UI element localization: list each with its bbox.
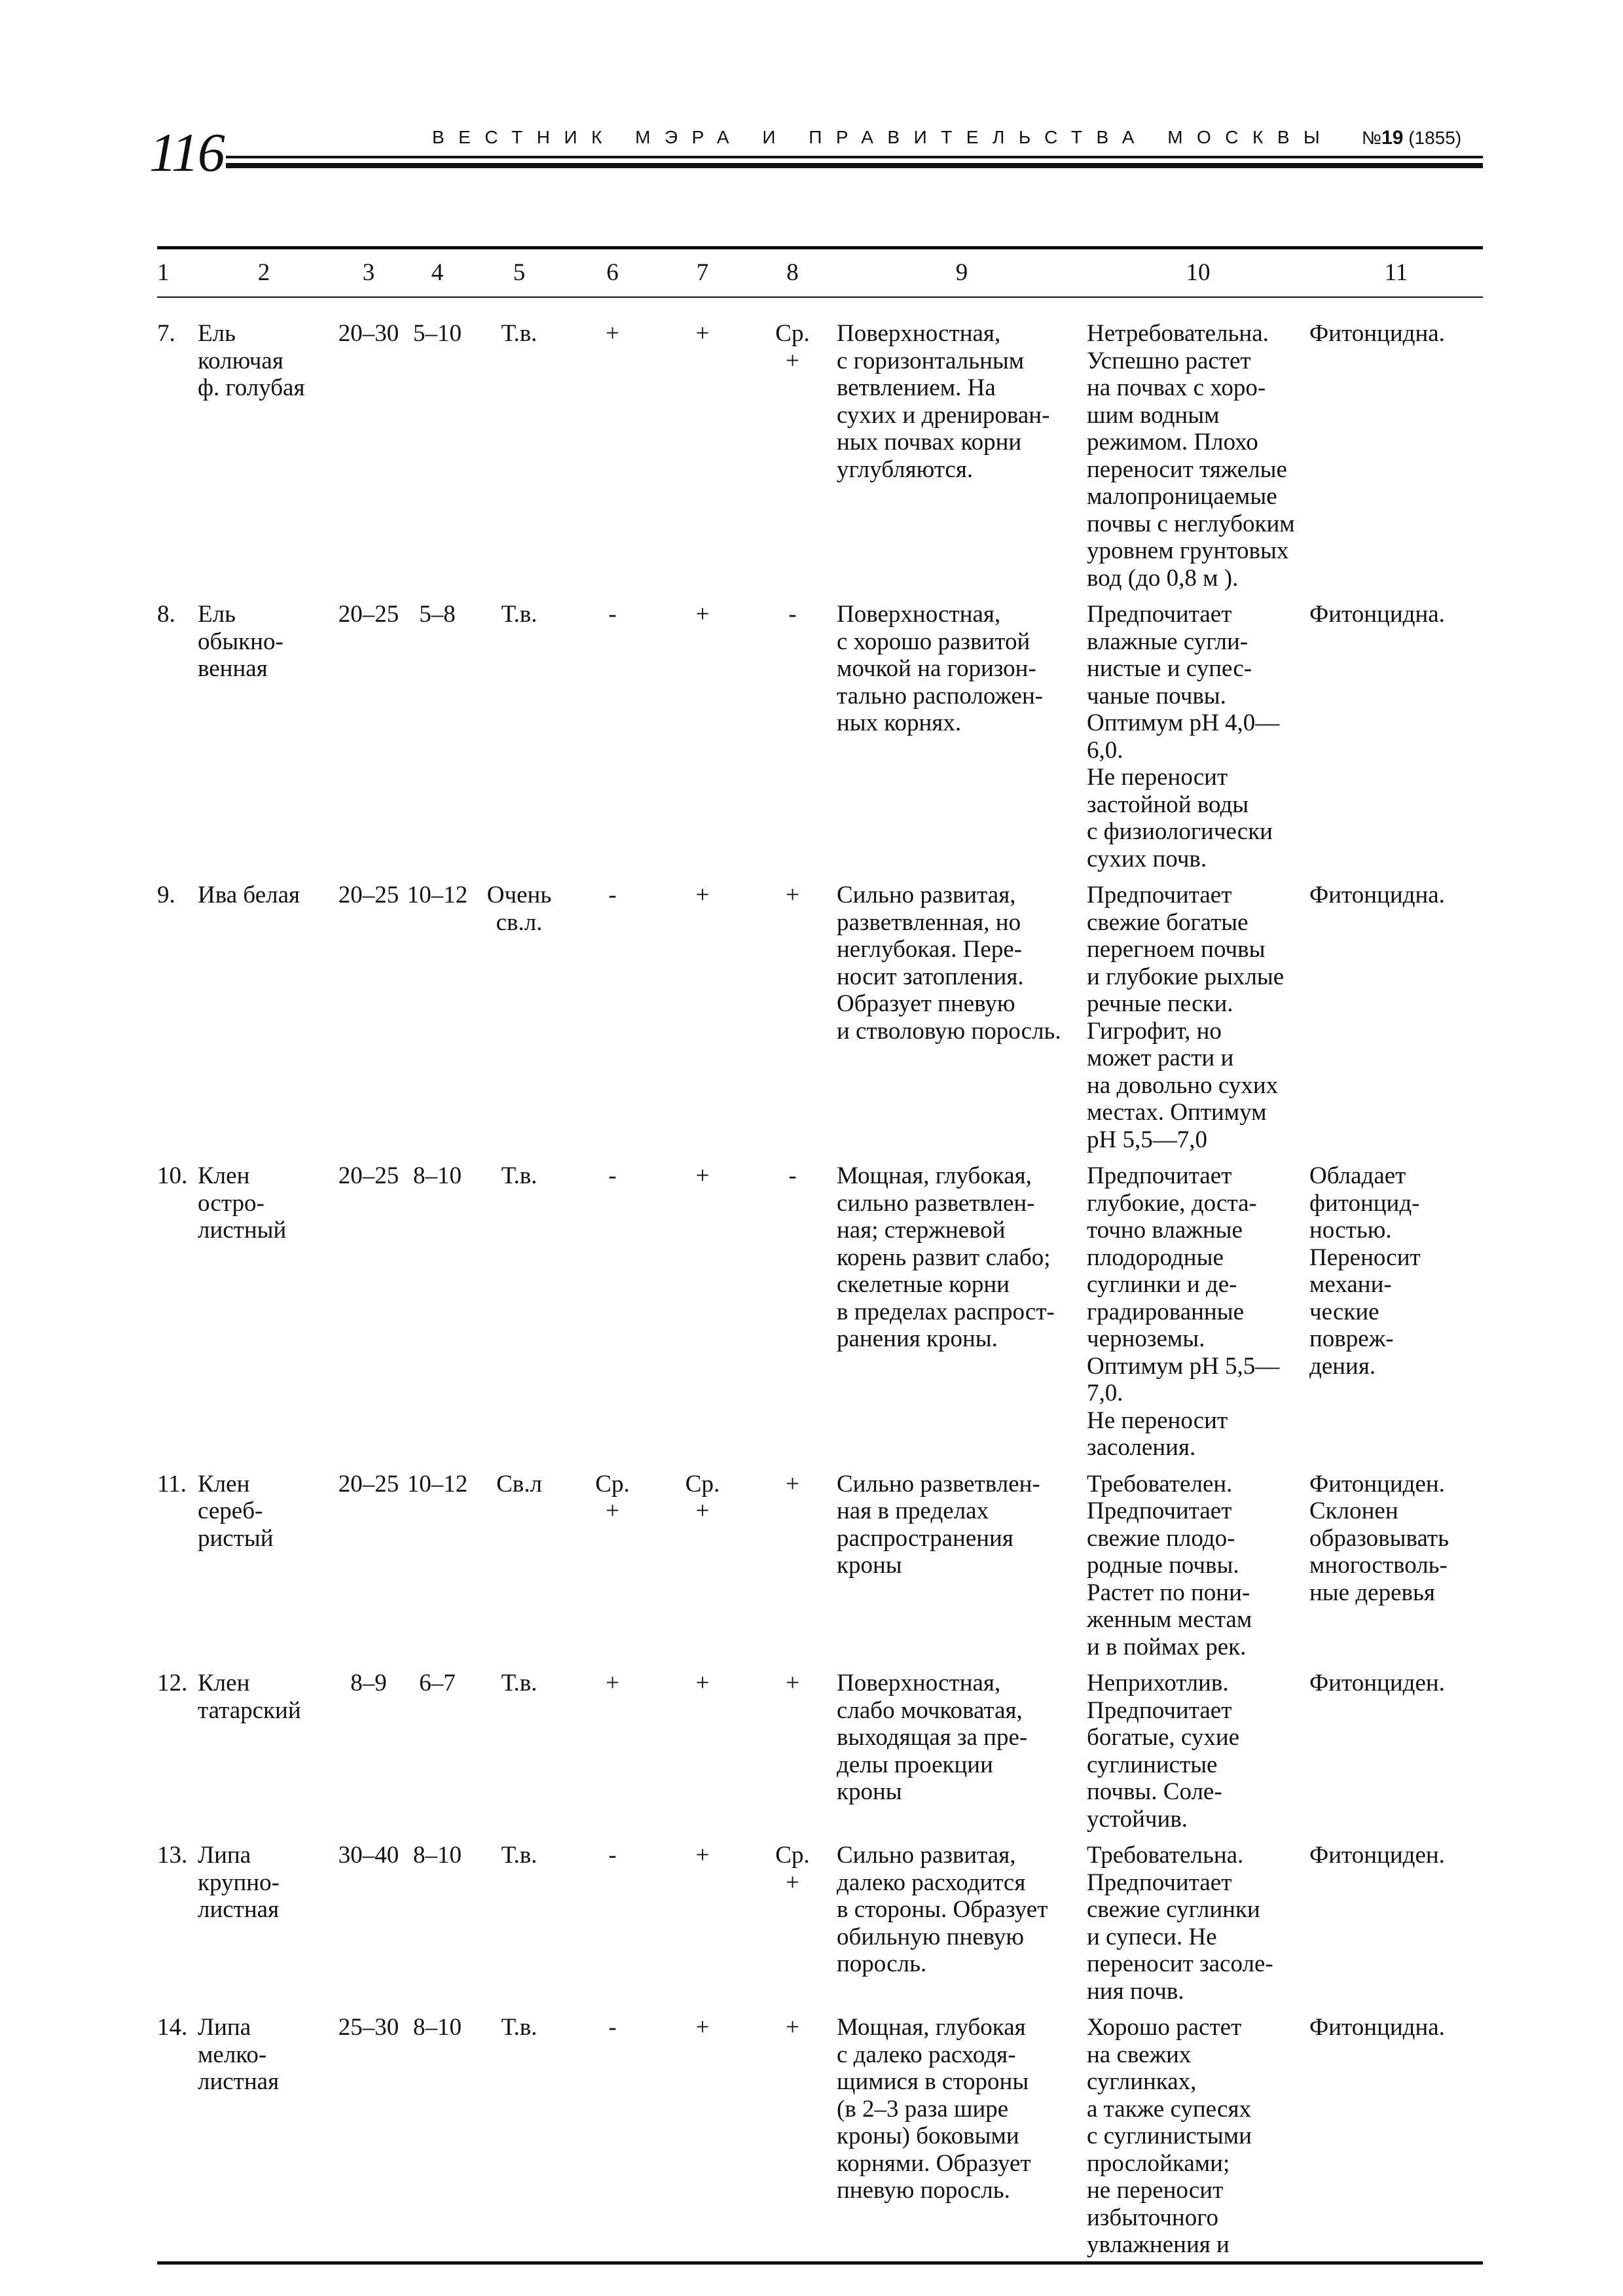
root-system: Поверхностная, слабо мочковатая, выходящая за пре- делы проекции кроны [837,1670,1028,1805]
table-row [157,592,1483,872]
issue-suffix: (1855) [1408,128,1462,148]
issue-prefix: № [1362,128,1382,148]
light-need: Св.л [496,1470,542,1498]
table-row [157,2005,1483,2259]
species-name: Ель обыкно- венная [198,601,283,682]
root-system: Сильно разветвлен- ная в пределах распространения кроны [837,1470,1040,1579]
column-header-10: 10 [1186,259,1211,287]
root-system: Сильно развитая, разветвленная, но неглубокая. Пере- носит затопления. Образует пневую и стволовую поросль. [837,882,1061,1045]
height-range: 20–30 [338,320,399,347]
table-body [157,298,1483,2259]
header-rule-thick [226,163,1483,168]
col7-mark: + [695,882,710,908]
notes: Фитонциден. [1309,1670,1445,1696]
height-range: 30–40 [338,1842,399,1869]
row-number: 12. [157,1670,188,1696]
notes: Фитонцидна. [1309,882,1445,908]
species-name: Липа мелко- листная [198,2014,280,2095]
table-row [157,1153,1483,1462]
height-range: 20–25 [338,1470,399,1498]
crown-width: 8–10 [413,1842,462,1869]
light-need: Т.в. [501,1162,538,1189]
soil-requirements: Неприхотлив. Предпочитает богатые, сухие суглинистые почвы. Соле- устойчив. [1087,1670,1240,1833]
col7-mark: + [695,2014,710,2041]
table-row [157,1462,1483,1661]
crown-width: 5–10 [413,320,462,347]
column-header-3: 3 [362,259,375,287]
row-number: 10. [157,1162,188,1189]
table-bottom-rule [157,2261,1483,2265]
light-need: Т.в. [501,1670,538,1696]
col6-mark: - [608,601,617,628]
table-row [157,1833,1483,2005]
table-row [157,872,1483,1153]
col6-mark: - [608,882,617,908]
col8-mark: - [788,1162,797,1189]
species-name: Клен сереб- ристый [198,1470,274,1552]
light-need: Т.в. [501,1842,538,1869]
row-number: 11. [157,1470,187,1498]
page-number: 116 [149,122,224,183]
col7-mark: + [695,1670,710,1696]
table-row [157,1660,1483,1833]
light-need: Т.в. [501,2014,538,2041]
notes: Фитонцидна. [1309,320,1445,347]
column-header-9: 9 [955,259,968,287]
light-need: Т.в. [501,601,538,628]
species-name: Ель колючая ф. голубая [198,320,305,401]
species-table [157,246,1483,2265]
column-header-1: 1 [157,259,170,287]
root-system: Поверхностная, с хорошо развитой мочкой на горизон- тально расположен- ных корнях. [837,601,1044,736]
height-range: 20–25 [338,1162,399,1189]
height-range: 20–25 [338,601,399,628]
root-system: Сильно развитая, далеко расходится в стороны. Образует обильную пневую поросль. [837,1842,1048,1977]
notes: Обладает фитонцид- ностью. Переносит механи- ческие повреж- дения. [1309,1162,1421,1380]
col6-mark: Ср. + [595,1470,630,1524]
row-number: 13. [157,1842,188,1869]
row-number: 9. [157,882,175,908]
notes: Фитонцидна. [1309,601,1445,628]
soil-requirements: Нетребовательна. Успешно растет на почвах с хоро- шим водным режимом. Плохо переносит тяжелые малопроницаемые почвы с неглубоким уровнем грунтовых вод (до 0,8 м ). [1087,320,1295,592]
col8-mark: - [788,601,797,628]
soil-requirements: Предпочитает свежие богатые перегноем почвы и глубокие рыхлые речные пески. Гигрофит, но может расти и на довольно сухих местах. Оптимум pH 5,5—7,0 [1087,882,1285,1153]
row-number: 14. [157,2014,188,2041]
notes: Фитонциден. Склонен образовывать многостволь- ные деревья [1309,1470,1449,1606]
col6-mark: + [606,1670,619,1696]
species-name: Ива белая [198,882,301,908]
col7-mark: + [695,1162,710,1189]
header-rule-thin [226,156,1483,158]
col7-mark: Ср. + [685,1470,720,1524]
root-system: Мощная, глубокая, сильно разветвлен- ная; стержневой корень развит слабо; скелетные корни в пределах распрост- ранения кроны. [837,1162,1055,1352]
column-header-7: 7 [696,259,709,287]
crown-width: 8–10 [413,2014,462,2041]
row-number: 8. [157,601,175,628]
issue-label [1362,128,1461,148]
species-name: Клен остро- листный [198,1162,287,1244]
crown-width: 10–12 [407,1470,468,1498]
column-header-8: 8 [786,259,799,287]
col7-mark: + [695,601,710,628]
col8-mark: + [786,1470,799,1498]
crown-width: 5–8 [419,601,456,628]
height-range: 25–30 [338,2014,399,2041]
col8-mark: + [786,882,799,908]
light-need: Очень св.л. [486,882,552,936]
col7-mark: + [695,1842,710,1869]
soil-requirements: Требовательна. Предпочитает свежие суглинки и супеси. Не переносит засоле- ния почв. [1087,1842,1273,2005]
journal-title: ВЕСТНИК МЭРА И ПРАВИТЕЛЬСТВА МОСКВЫ [432,127,1334,147]
species-name: Клен татарский [198,1670,301,1724]
species-name: Липа крупно- листная [198,1842,280,1923]
row-number: 7. [157,320,175,347]
notes: Фитонциден. [1309,1842,1445,1869]
height-range: 20–25 [338,882,399,908]
column-header-2: 2 [257,259,270,287]
col8-mark: + [786,1670,799,1696]
root-system: Мощная, глубокая с далеко расходя- щимися в стороны (в 2–3 раза шире кроны) боковыми корнями. Образует пневую поросль. [837,2014,1031,2204]
column-header-5: 5 [513,259,526,287]
root-system: Поверхностная, с горизонтальным ветвлением. На сухих и дренирован- ных почвах корни углубляются. [837,320,1050,483]
height-range: 8–9 [350,1670,387,1696]
crown-width: 10–12 [407,882,468,908]
col8-mark: Ср. + [775,320,810,374]
table-header-row [157,249,1483,296]
col8-mark: + [786,2014,799,2041]
notes: Фитонцидна. [1309,2014,1445,2041]
crown-width: 8–10 [413,1162,462,1189]
col6-mark: - [608,1842,617,1869]
soil-requirements: Предпочитает глубокие, доста- точно влажные плодородные суглинки и де- градированные черноземы. Оптимум pH 5,5—7,0. Не переносит засоления. [1087,1162,1280,1461]
col7-mark: + [695,320,710,347]
col6-mark: + [606,320,619,347]
crown-width: 6–7 [419,1670,456,1696]
light-need: Т.в. [501,320,538,347]
soil-requirements: Предпочитает влажные сугли- нистые и супес- чаные почвы. Оптимум pH 4,0—6,0. Не переносит застойной воды с физиологически сухих почв. [1087,601,1280,872]
soil-requirements: Хорошо растет на свежих суглинках, а также супесях с суглинистыми прослойками; не переносит избыточного увлажнения и [1087,2014,1252,2258]
col6-mark: - [608,1162,617,1189]
col6-mark: - [608,2014,617,2041]
column-header-4: 4 [431,259,444,287]
table-row [157,298,1483,592]
column-header-11: 11 [1384,259,1408,287]
col8-mark: Ср. + [775,1842,810,1896]
issue-number: 19 [1381,127,1404,149]
column-header-6: 6 [606,259,619,287]
soil-requirements: Требователен. Предпочитает свежие плодо- родные почвы. Растет по пони- женным местам и в поймах рек. [1087,1470,1252,1660]
species-table-grid [157,249,1483,2259]
